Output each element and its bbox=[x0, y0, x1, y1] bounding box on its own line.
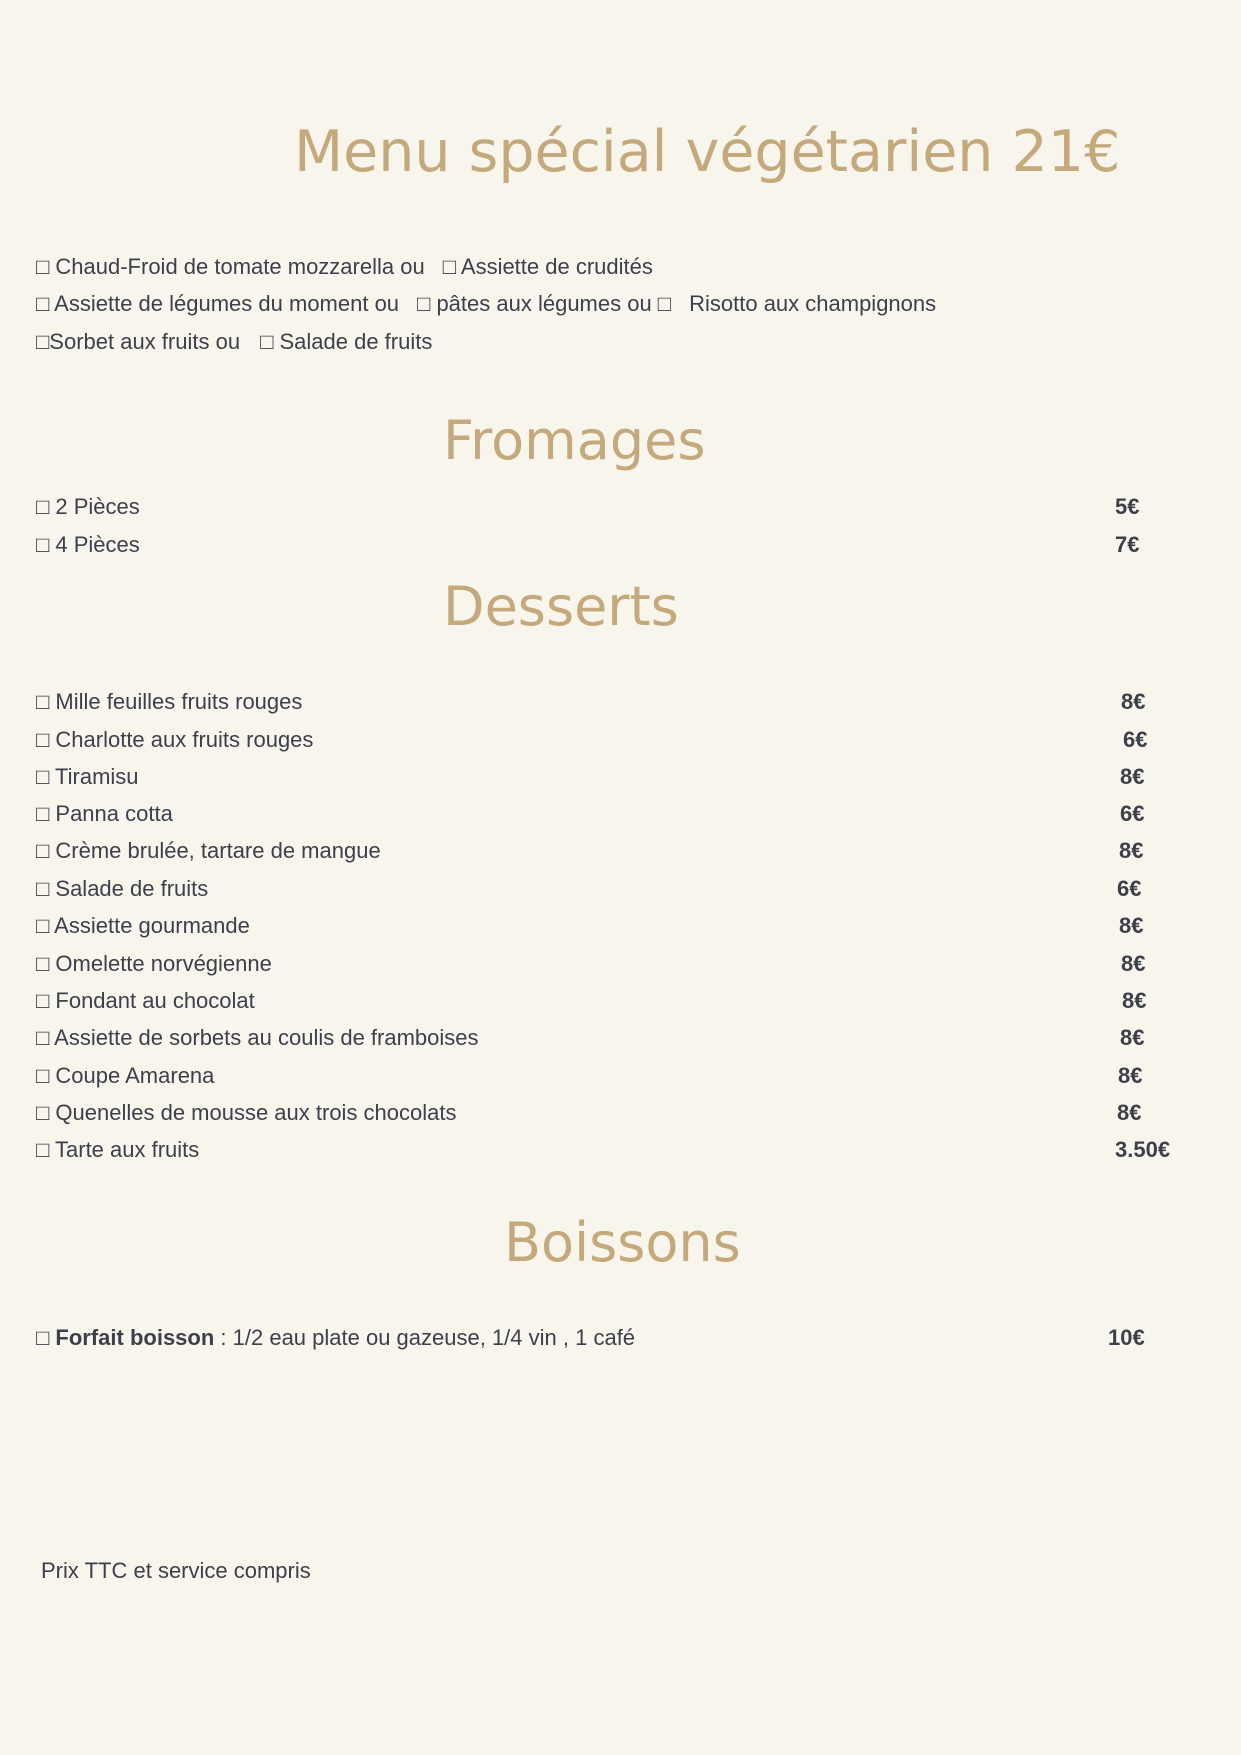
forfait-boisson-details: : 1/2 eau plate ou gazeuse, 1/4 vin , 1 café bbox=[214, 1325, 636, 1350]
dessert-item-label: □ Charlotte aux fruits rouges bbox=[36, 727, 314, 752]
entree-option: □ Chaud-Froid de tomate mozzarella ou bbox=[36, 254, 425, 279]
dessert-item-label: □ Tiramisu bbox=[36, 764, 139, 789]
boisson-item-label bbox=[36, 1325, 635, 1351]
dessert-item-label: □ Coupe Amarena bbox=[36, 1063, 215, 1088]
fromage-item-label: □ 2 Pièces bbox=[36, 494, 140, 519]
dessert-item-label: □ Mille feuilles fruits rouges bbox=[36, 689, 303, 714]
menu-line-entrees bbox=[36, 254, 653, 280]
dessert-item-price: 8€ bbox=[1122, 988, 1147, 1013]
desserts-title: Desserts bbox=[443, 575, 679, 638]
fromage-item-label: □ 4 Pièces bbox=[36, 532, 140, 557]
dessert-item-price: 8€ bbox=[1118, 1063, 1143, 1088]
footer-note: Prix TTC et service compris bbox=[41, 1558, 311, 1583]
plat-option: Risotto aux champignons bbox=[689, 291, 937, 316]
dessert-item-price: 8€ bbox=[1121, 689, 1146, 714]
dessert-option: □Sorbet aux fruits ou bbox=[36, 329, 241, 354]
dessert-item-price: 8€ bbox=[1119, 913, 1144, 938]
dessert-item-price: 8€ bbox=[1120, 1025, 1145, 1050]
plat-option: □ pâtes aux légumes ou □ bbox=[417, 291, 672, 316]
entree-option: □ Assiette de crudités bbox=[442, 254, 653, 279]
dessert-item-label: □ Assiette gourmande bbox=[36, 913, 250, 938]
dessert-item-label: □ Salade de fruits bbox=[36, 876, 209, 901]
plat-option: □ Assiette de légumes du moment ou bbox=[36, 291, 400, 316]
boisson-item-price: 10€ bbox=[1108, 1325, 1145, 1350]
forfait-boisson-name: Forfait boisson bbox=[55, 1325, 215, 1350]
checkbox-prefix: □ bbox=[36, 1325, 56, 1350]
menu-title: Menu spécial végétarien 21€ bbox=[294, 119, 1121, 185]
dessert-item-price: 8€ bbox=[1117, 1100, 1142, 1125]
dessert-item-label: □ Omelette norvégienne bbox=[36, 951, 272, 976]
dessert-item-price: 8€ bbox=[1119, 838, 1144, 863]
dessert-item-label: □ Tarte aux fruits bbox=[36, 1137, 200, 1162]
dessert-item-price: 8€ bbox=[1121, 951, 1146, 976]
dessert-item-price: 6€ bbox=[1120, 801, 1145, 826]
dessert-option: □ Salade de fruits bbox=[260, 329, 433, 354]
fromages-title: Fromages bbox=[443, 409, 706, 472]
dessert-item-price: 6€ bbox=[1123, 727, 1148, 752]
dessert-item-price: 6€ bbox=[1117, 876, 1142, 901]
dessert-item-label: □ Quenelles de mousse aux trois chocolats bbox=[36, 1100, 457, 1125]
dessert-item-label: □ Crème brulée, tartare de mangue bbox=[36, 838, 381, 863]
dessert-item-label: □ Panna cotta bbox=[36, 801, 173, 826]
dessert-item-label: □ Fondant au chocolat bbox=[36, 988, 255, 1013]
fromage-item-price: 7€ bbox=[1115, 532, 1140, 557]
dessert-item-price: 3.50€ bbox=[1115, 1137, 1171, 1162]
fromage-item-price: 5€ bbox=[1115, 494, 1140, 519]
boissons-title: Boissons bbox=[504, 1211, 741, 1274]
dessert-item-price: 8€ bbox=[1120, 764, 1145, 789]
menu-line-plats bbox=[36, 291, 936, 317]
dessert-item-label: □ Assiette de sorbets au coulis de framboises bbox=[36, 1025, 479, 1050]
menu-line-desserts bbox=[36, 329, 432, 355]
